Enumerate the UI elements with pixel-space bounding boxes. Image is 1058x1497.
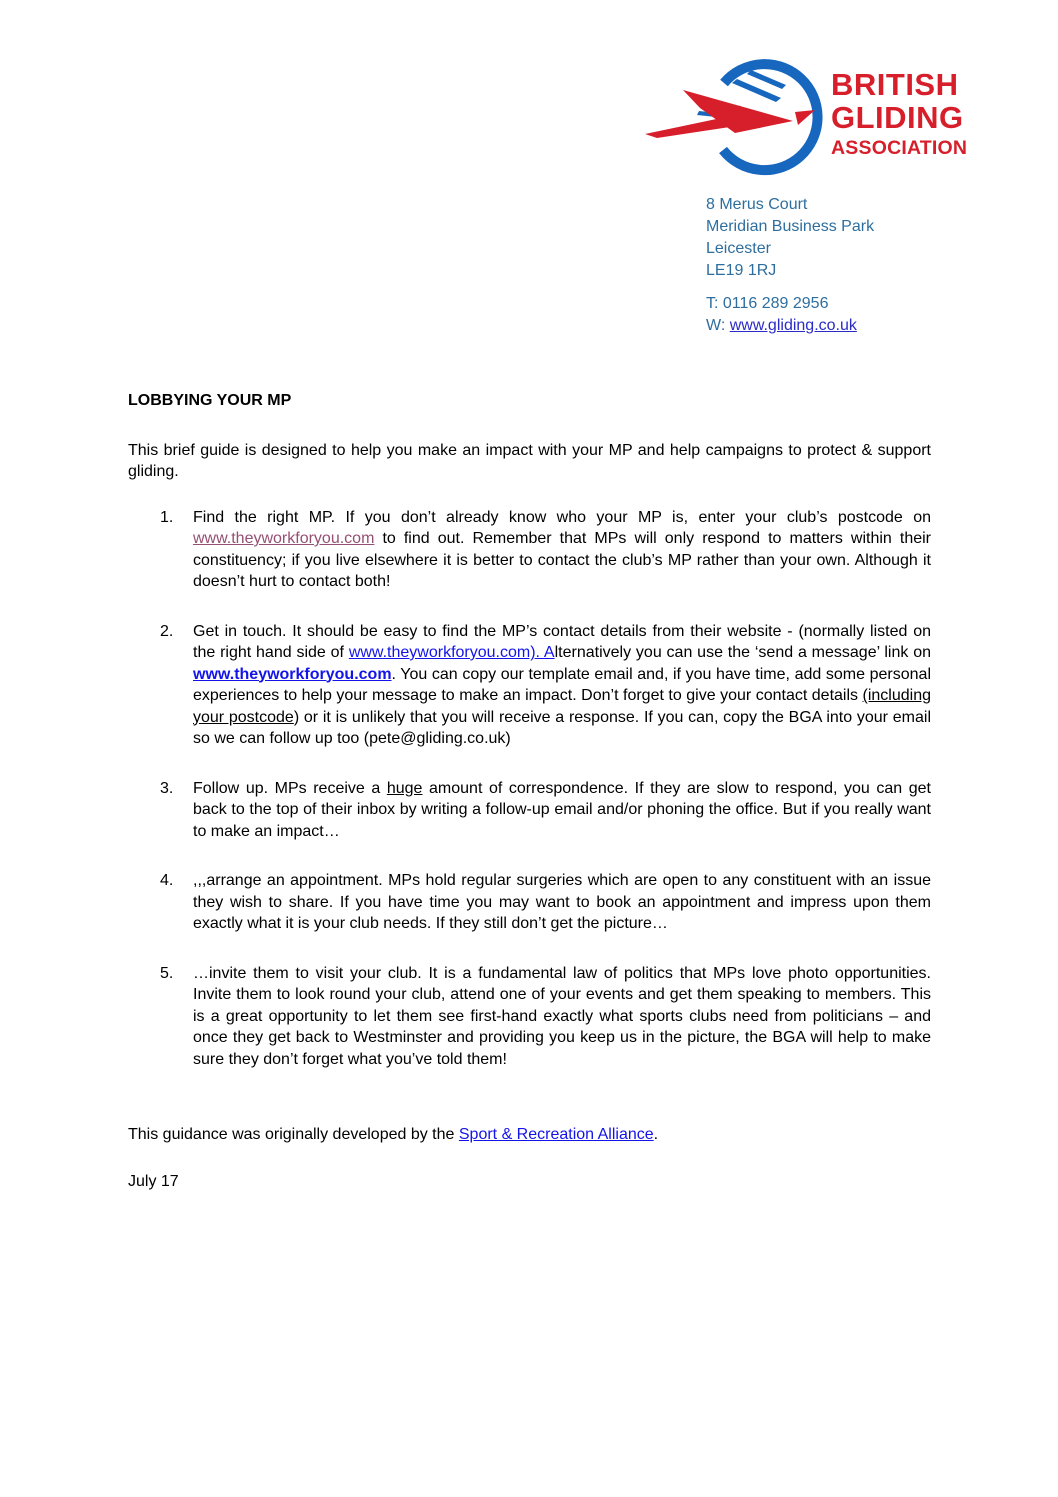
list-item-1 — [128, 507, 931, 593]
list-item-text — [193, 963, 931, 1071]
list-item-4 — [128, 870, 931, 935]
wordmark-line: GLIDING — [831, 100, 964, 135]
address-line: Meridian Business Park — [706, 218, 875, 235]
inline-link[interactable]: Sport & Recreation Alliance — [458, 1126, 654, 1143]
list-number: 4. — [160, 872, 174, 889]
text-run: Follow up. MPs receive a — [193, 779, 387, 797]
list-number: 3. — [160, 779, 174, 797]
address-line: LE19 1RJ — [706, 262, 777, 279]
list-item-text — [193, 778, 931, 843]
text-run: lternatively you can use the ‘send a message’ link on — [554, 644, 932, 661]
bga-wordmark — [831, 68, 967, 162]
text-run: huge — [386, 779, 423, 797]
list-item-text — [193, 507, 931, 593]
text-run: Get in touch. It should be easy to find the MP’s contact details from their website - (normally listed on the right hand side of — [193, 622, 931, 661]
phone-line: T: 0116 289 2956 — [706, 295, 829, 312]
text-run: . — [653, 1126, 659, 1143]
glider-wingtip-shape — [795, 110, 815, 125]
list-number: 2. — [160, 622, 174, 640]
intro-paragraph: This brief guide is designed to help you make an impact with your MP and help campaigns to protect & support gliding. — [128, 441, 931, 480]
list-number: 1. — [160, 508, 174, 526]
text-run: (including your postcode — [193, 687, 931, 726]
text-run: Find the right MP. If you don’t already know who your MP is, enter your club’s postcode on — [193, 508, 931, 526]
bga-glider-icon — [645, 53, 835, 183]
list-item-text — [193, 870, 931, 935]
address-line: 8 Merus Court — [706, 196, 808, 213]
inline-link[interactable]: www.theyworkforyou.com — [193, 665, 392, 683]
document-body — [128, 390, 931, 1192]
address-block — [706, 194, 874, 337]
closing-paragraph — [128, 1124, 931, 1146]
list-item-text — [193, 621, 931, 750]
page-title: LOBBYING YOUR MP — [128, 392, 292, 409]
text-run: . You can copy our template email and, if you have time, add some personal experiences to help your message to make an impact. Don’t forget to give your contact details — [193, 665, 931, 704]
wordmark-line: ASSOCIATION — [831, 137, 968, 159]
list-number: 5. — [160, 964, 174, 982]
list-item-5 — [128, 963, 931, 1071]
inline-link[interactable]: www.theyworkforyou.com — [193, 530, 375, 547]
text-run: This guidance was originally developed by the — [128, 1126, 459, 1143]
text-run: ,,,arrange an appointment. MPs hold regular surgeries which are open to any constituent with an issue they wish to share. If you have time you may want to book an appointment and impress upon them exactly what it is your club needs. If they still don’t get the picture… — [193, 872, 931, 932]
inline-link[interactable]: www.theyworkforyou.com). A — [348, 644, 555, 661]
text-run: amount of correspondence. If they are slow to respond, you can get back to the top of their inbox by writing a follow-up email and/or phoning the office. But if you really want to make an impact… — [193, 779, 932, 840]
date-line: July 17 — [128, 1172, 179, 1190]
wordmark-line: BRITISH — [831, 67, 959, 102]
text-run: ) or it is unlikely that you will receive a response. If you can, copy the BGA into your email so we can follow up too (pete@gliding.co.uk) — [193, 708, 931, 747]
text-run: to find out. Remember that MPs will only respond to matters within their constituency; if you live elsewhere it is better to contact the club’s MP rather than your own. Although it doesn’t hurt to contact both! — [193, 530, 931, 590]
list-item-3 — [128, 778, 931, 843]
web-line — [706, 315, 874, 337]
list-item-2 — [128, 621, 931, 750]
web-prefix: W: — [706, 317, 730, 334]
text-run: …invite them to visit your club. It is a fundamental law of politics that MPs love photo opportunities. Invite them to look round your club, attend one of your events and get them speaking to members. This is a great opportunity to let them see first-hand exactly what sports clubs need from politicians – and once they get back to Westminster and providing you keep us in the picture, the BGA will help to make sure they don’t forget what you’ve told them! — [193, 964, 931, 1068]
gliding-website-link[interactable]: www.gliding.co.uk — [729, 317, 857, 334]
address-line: Leicester — [706, 240, 771, 257]
